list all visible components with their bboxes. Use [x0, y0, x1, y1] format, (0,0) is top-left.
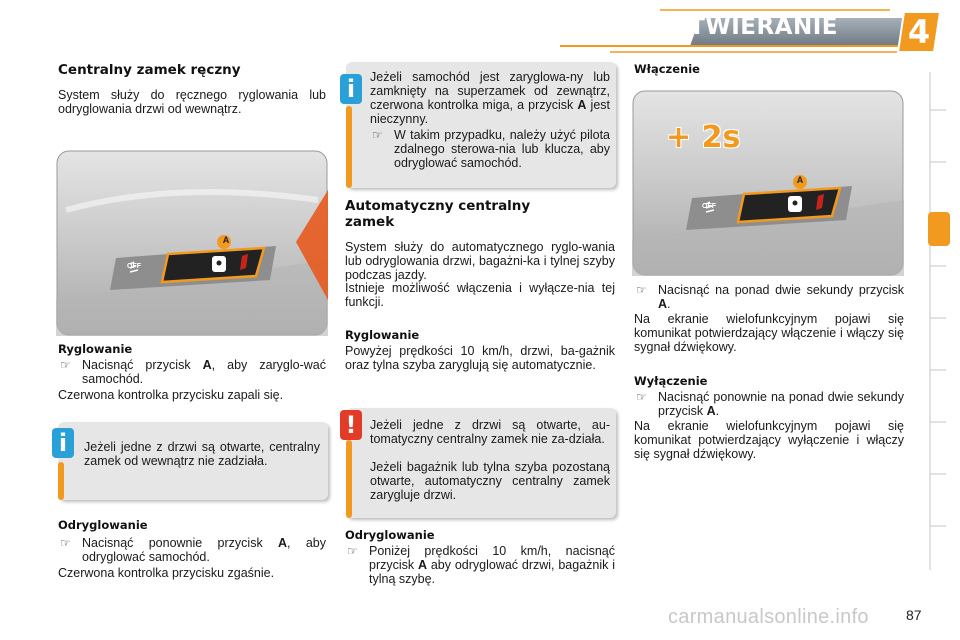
manual-locking-heading: Ryglowanie	[58, 342, 133, 356]
page-number: 87	[906, 607, 922, 623]
warning-note-text-boot: Jeżeli bagażnik lub tylna szyba pozostaną otwarte, automatyczny centralny zamek zarygluje drzwi.	[370, 460, 610, 502]
deactivation-result: Na ekranie wielofunkcyjnym pojawi się komunikat potwierdzający wyłączenie i włączy się sygnał dźwiękowy.	[634, 419, 904, 461]
bullet-pointer-icon: ☞	[636, 283, 647, 297]
info-icon: i	[52, 428, 74, 458]
info-note-superlock-text: Jeżeli samochód jest zaryglowa-ny lub zamknięty na superzamek od zewnątrz, czerwona kontrolka miga, a przycisk A jest nieczynny.	[370, 70, 610, 126]
deactivation-step: ☞ Nacisnąć ponownie na ponad dwie sekundy przycisk A.	[636, 390, 904, 418]
activation-heading: Włączenie	[634, 62, 700, 76]
bullet-pointer-icon: ☞	[372, 128, 383, 142]
manual-locking-step: ☞ Nacisnąć przycisk A, aby zaryglo-wać samochód.	[60, 358, 327, 386]
info-note-manual-text: Jeżeli jedne z drzwi są otwarte, centralny zamek od wewnątrz nie zadziała.	[84, 440, 320, 468]
bullet-pointer-icon: ☞	[60, 358, 71, 372]
auto-unlocking-heading: Odryglowanie	[345, 528, 435, 542]
info-note-edge	[58, 462, 64, 500]
auto-lock-toggle-note: Istnieje możliwość włączenia i wyłącze-nia tej funkcji.	[345, 281, 615, 309]
chapter-title: OTWIERANIE	[669, 14, 838, 40]
warning-note-text-doors: Jeżeli jedne z drzwi są otwarte, au-tomatyczny centralny zamek nie za-działa.	[370, 418, 610, 446]
auto-button-label: A	[796, 175, 804, 185]
auto-locking-text: Powyżej prędkości 10 km/h, drzwi, ba-gażnik oraz tylna szyba zaryglują się automatycznie.	[345, 344, 615, 372]
manual-lock-intro: System służy do ręcznego ryglowania lub odryglowania drzwi od wewnątrz.	[58, 88, 326, 116]
chapter-number: 4	[907, 13, 931, 51]
warning-icon: !	[340, 410, 362, 440]
warning-note-edge	[346, 440, 352, 518]
section-title-manual-lock: Centralny zamek ręczny	[58, 62, 241, 78]
info-note-superlock-step: ☞ W takim przypadku, należy użyć pilota zdalnego sterowa-nia lub klucza, aby odryglować samochód.	[372, 128, 610, 170]
manual-unlocking-step: ☞ Nacisnąć ponownie przycisk A, aby odryglować samochód.	[60, 536, 326, 564]
activation-step: ☞ Nacisnąć na ponad dwie sekundy przycisk A.	[636, 283, 904, 311]
auto-lock-intro: System służy do automatycznego ryglo-wania lub odryglowania drzwi, bagażni-ka i tylnej szyby podczas jazdy.	[345, 240, 615, 282]
bullet-pointer-icon: ☞	[60, 536, 71, 550]
timer-label: + 2s	[666, 120, 741, 155]
bullet-pointer-icon: ☞	[347, 544, 358, 558]
auto-unlocking-step: ☞ Poniżej prędkości 10 km/h, nacisnąć przycisk A aby odryglować drzwi, bagażnik i tylną szybę.	[347, 544, 615, 586]
door-lock-button-illustration	[56, 150, 328, 336]
manual-off-label: OFF	[127, 263, 141, 270]
manual-locking-result: Czerwona kontrolka przycisku zapali się.	[58, 388, 284, 402]
bullet-pointer-icon: ☞	[636, 390, 647, 404]
manual-unlocking-result: Czerwona kontrolka przycisku zgaśnie.	[58, 566, 275, 580]
auto-off-label: OFF	[702, 203, 716, 210]
activation-result: Na ekranie wielofunkcyjnym pojawi się komunikat potwierdzający włączenie i włączy się sygnał dźwiękowy.	[634, 312, 904, 354]
auto-lock-button-illustration	[632, 90, 904, 276]
manual-button-label: A	[222, 235, 230, 245]
chapter-tabs[interactable]	[928, 70, 950, 572]
info-icon: i	[340, 74, 362, 104]
section-title-auto-lock: Automatyczny centralny zamek	[345, 198, 531, 230]
auto-locking-heading: Ryglowanie	[345, 328, 420, 342]
watermark: carmanualsonline.info	[668, 606, 869, 628]
deactivation-heading: Wyłączenie	[634, 374, 708, 388]
info-note-edge	[346, 106, 352, 188]
manual-unlocking-heading: Odryglowanie	[58, 518, 148, 532]
